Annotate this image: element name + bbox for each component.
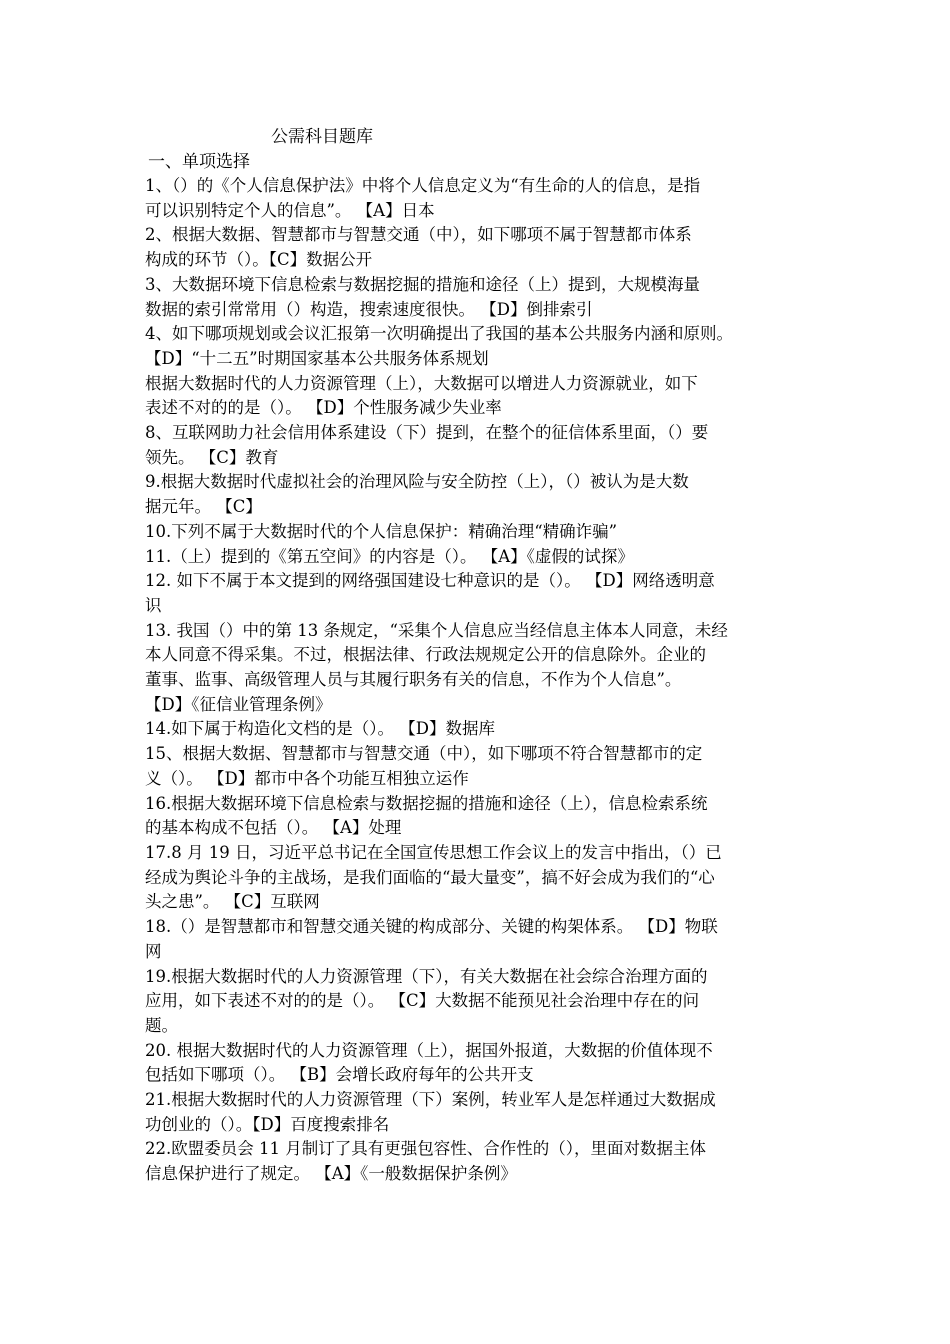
question-item xyxy=(145,915,825,964)
question-item xyxy=(145,520,825,545)
question-text-line: 经成为舆论斗争的主战场，是我们面临的“最大量变”，搞不好会成为我们的“心 xyxy=(145,867,715,887)
question-text-line: 4、如下哪项规划或会议汇报第一次明确提出了我国的基本公共服务内涵和原则。 xyxy=(145,324,733,344)
question-text-line: 构成的环节（）。【C】数据公开 xyxy=(145,250,373,270)
question-text-line: 题。 xyxy=(145,1015,178,1035)
question-text-line: 15、根据大数据、智慧都市与智慧交通（中），如下哪项不符合智慧都市的定 xyxy=(145,744,703,764)
question-item xyxy=(145,421,825,470)
question-text-line: 网 xyxy=(145,941,162,961)
question-text-line: 18.（）是智慧都市和智慧交通关键的构成部分、关键的构架体系。 【D】物联 xyxy=(145,917,718,937)
question-text-line: 8、互联网助力社会信用体系建设（下）提到，在整个的征信体系里面，（）要 xyxy=(145,423,709,443)
question-item xyxy=(145,223,825,272)
question-item xyxy=(145,470,825,519)
question-text-line: 功创业的（）。【D】百度搜索排名 xyxy=(145,1114,390,1134)
question-text-line: 1、（）的《个人信息保护法》中将个人信息定义为“有生命的人的信息，是指 xyxy=(145,176,701,195)
question-text-line: 2、根据大数据、智慧都市与智慧交通（中），如下哪项不属于智慧都市体系 xyxy=(145,225,692,245)
question-item xyxy=(145,273,825,322)
question-item xyxy=(145,1088,825,1137)
question-item xyxy=(145,841,825,915)
question-text-line: 信息保护进行了规定。 【A】《一般数据保护条例》 xyxy=(145,1164,517,1184)
question-text-line: 21.根据大数据时代的人力资源管理（下）案例，转业军人是怎样通过大数据成 xyxy=(145,1090,716,1110)
section-heading: 一、单项选择 xyxy=(148,152,250,172)
question-item xyxy=(145,742,825,791)
question-text-line: 12. 如下不属于本文提到的网络强国建设七种意识的是（）。 【D】网络透明意 xyxy=(145,571,715,591)
question-text-line: 据元年。 【C】 xyxy=(145,497,262,517)
question-item xyxy=(145,1039,825,1088)
question-text-line: 的基本构成不包括（）。 【A】处理 xyxy=(145,818,402,838)
question-item xyxy=(145,372,825,421)
question-text-line: 【D】《征信业管理条例》 xyxy=(145,694,332,714)
question-text-line: 3、大数据环境下信息检索与数据挖掘的措施和途径（上）提到，大规模海量 xyxy=(145,274,700,294)
question-text-line: 可以识别特定个人的信息”。 【A】日本 xyxy=(145,200,435,220)
question-text-line: 本人同意不得采集。不过，根据法律、行政法规规定公开的信息除外。企业的 xyxy=(145,645,706,665)
question-item xyxy=(145,965,825,1039)
question-text-line: 17.8 月 19 日，习近平总书记在全国宣传思想工作会议上的发言中指出，（）已 xyxy=(145,842,722,862)
question-text-line: 义（）。 【D】都市中各个功能互相独立运作 xyxy=(145,768,469,788)
question-text-line: 19.根据大数据时代的人力资源管理（下），有关大数据在社会综合治理方面的 xyxy=(145,966,708,986)
question-item xyxy=(145,1137,825,1186)
question-item xyxy=(145,619,825,718)
question-text-line: 应用，如下表述不对的的是（）。 【C】大数据不能预见社会治理中存在的问 xyxy=(145,991,700,1011)
question-text-line: 领先。 【C】教育 xyxy=(145,447,279,467)
question-text-line: 16.根据大数据环境下信息检索与数据挖掘的措施和途径（上），信息检索系统 xyxy=(145,793,708,813)
question-item xyxy=(145,792,825,841)
question-text-line: 22.欧盟委员会 11 月制订了具有更强包容性、合作性的（），里面对数据主体 xyxy=(145,1139,706,1159)
question-item xyxy=(145,322,825,371)
question-text-line: 11.（上）提到的《第五空间》的内容是（）。 【A】《虚假的试探》 xyxy=(145,546,634,566)
document-title: 公需科目题库 xyxy=(271,127,373,147)
question-text-line: 9.根据大数据时代虚拟社会的治理风险与安全防控（上），（）被认为是大数 xyxy=(145,472,689,492)
question-text-line: 【D】“十二五”时期国家基本公共服务体系规划 xyxy=(145,348,489,368)
question-item xyxy=(145,717,825,742)
question-text-line: 数据的索引常常用（）构造，搜索速度很快。 【D】倒排索引 xyxy=(145,299,593,319)
question-text-line: 10.下列不属于大数据时代的个人信息保护：精确治理“精确诈骗” xyxy=(145,521,618,541)
question-text-line: 表述不对的的是（）。 【D】个性服务减少失业率 xyxy=(145,398,502,418)
question-text-line: 包括如下哪项（）。 【B】会增长政府每年的公共开支 xyxy=(145,1065,534,1085)
question-text-line: 20. 根据大数据时代的人力资源管理（上），据国外报道，大数据的价值体现不 xyxy=(145,1040,713,1060)
question-item xyxy=(145,174,825,223)
question-text-line: 14.如下属于构造化文档的是（）。 【D】数据库 xyxy=(145,719,495,739)
question-text-line: 13. 我国（）中的第 13 条规定，“采集个人信息应当经信息主体本人同意，未经 xyxy=(145,620,728,640)
question-item xyxy=(145,545,825,570)
question-item xyxy=(145,569,825,618)
question-text-line: 根据大数据时代的人力资源管理（上），大数据可以增进人力资源就业，如下 xyxy=(145,373,698,393)
question-text-line: 头之患”。 【C】互联网 xyxy=(145,892,320,912)
question-text-line: 识 xyxy=(145,595,162,615)
question-list xyxy=(145,174,825,1187)
question-text-line: 董事、监事、高级管理人员与其履行职务有关的信息，不作为个人信息”。 xyxy=(145,670,682,690)
